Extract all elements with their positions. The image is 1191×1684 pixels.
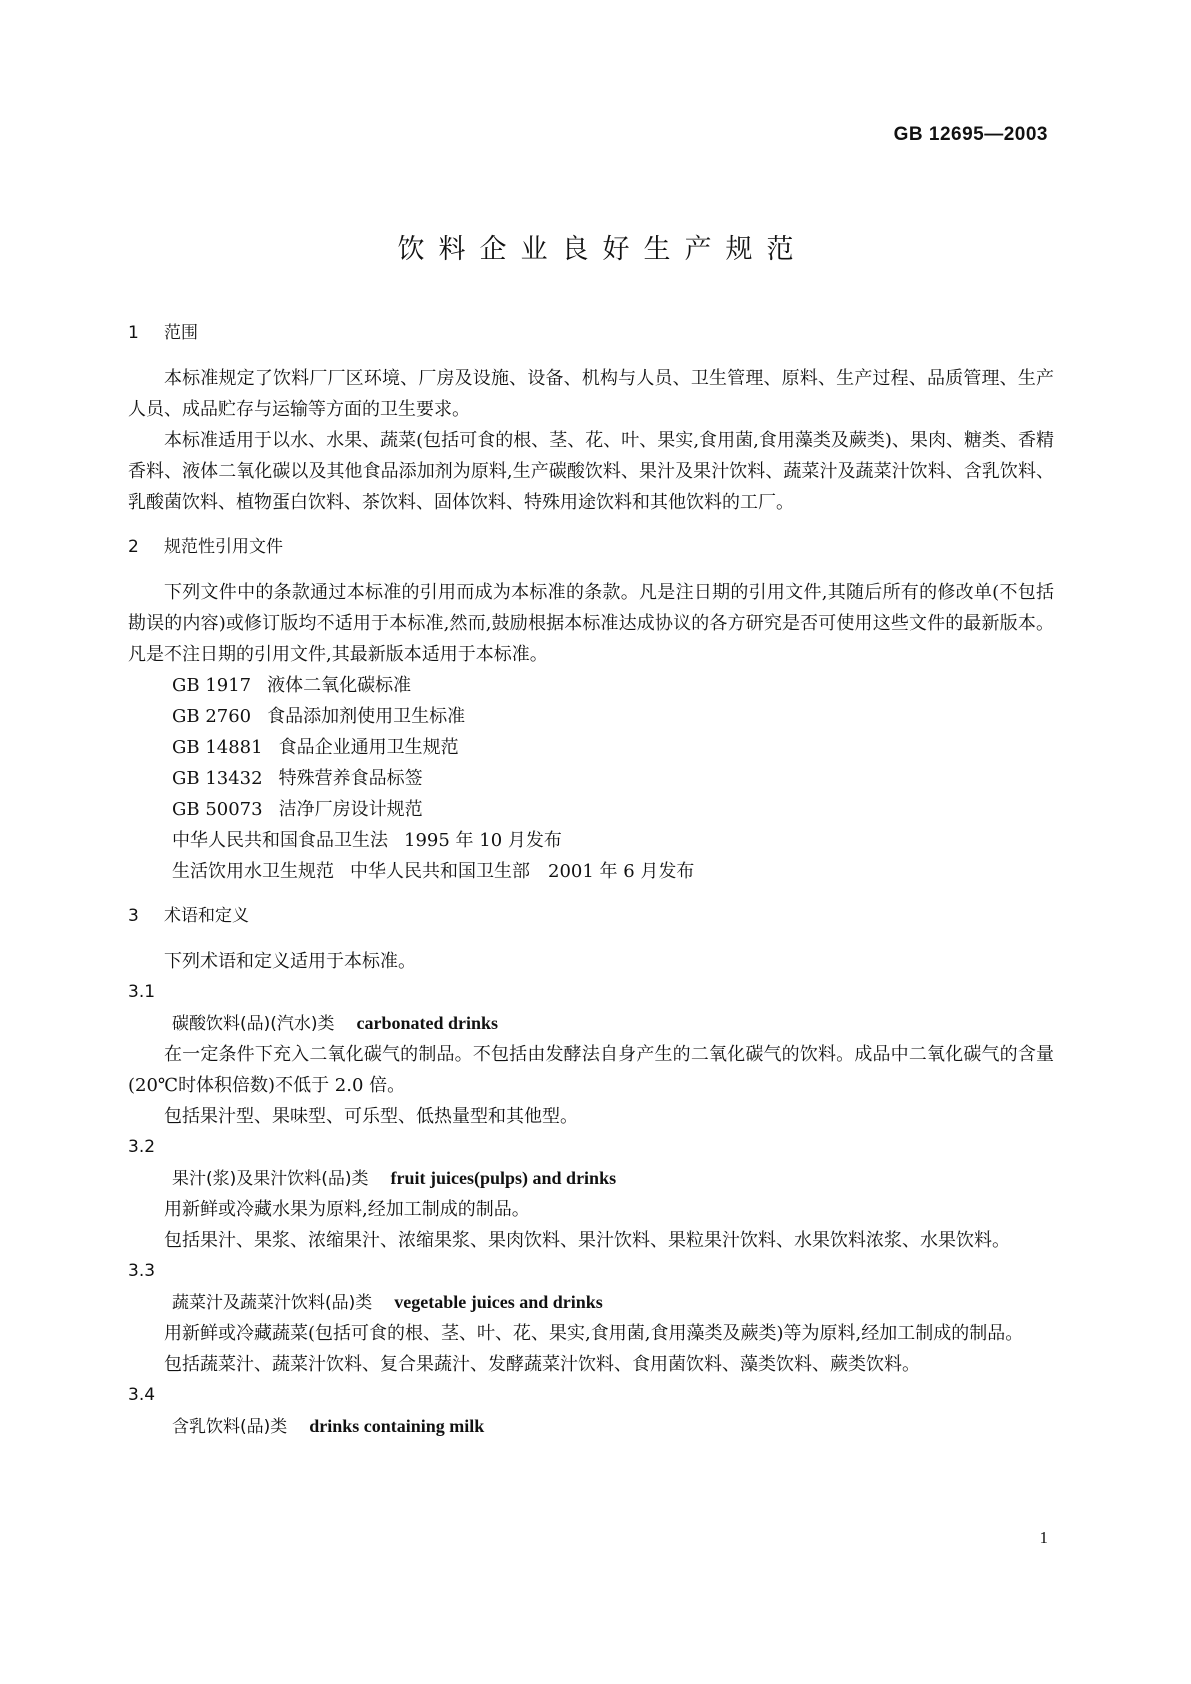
- term-heading: [128, 1008, 1054, 1039]
- section-number: 3: [128, 906, 139, 926]
- clause-number: 3.1: [128, 982, 156, 1002]
- reference-title: 洁净厂房设计规范: [278, 799, 423, 820]
- term-english: fruit juices(pulps) and drinks: [390, 1168, 617, 1188]
- reference-code: GB 50073: [172, 799, 263, 820]
- paragraph: 包括果汁、果浆、浓缩果汁、浓缩果浆、果肉饮料、果汁饮料、果粒果汁饮料、水果饮料浓浆、水果饮料。: [164, 1230, 1010, 1251]
- paragraph: 用新鲜或冷藏水果为原料,经加工制成的制品。: [164, 1199, 530, 1220]
- term-heading: [128, 1287, 1054, 1318]
- reference-code: GB 14881: [172, 737, 263, 758]
- clause-number: 3.2: [128, 1137, 156, 1157]
- reference-code: 生活饮用水卫生规范: [172, 861, 334, 882]
- section-title: 术语和定义: [164, 906, 249, 926]
- section-3-heading: [128, 901, 1054, 932]
- reference-item: [128, 856, 1054, 887]
- reference-title: 液体二氧化碳标准: [267, 675, 412, 696]
- section-1-heading: [128, 318, 1054, 349]
- reference-item: [128, 794, 1054, 825]
- paragraph: 在一定条件下充入二氧化碳气的制品。不包括由发酵法自身产生的二氧化碳气的饮料。成品中二氧化碳气的含量(20℃时体积倍数)不低于 2.0 倍。: [128, 1044, 1054, 1096]
- paragraph: 用新鲜或冷藏蔬菜(包括可食的根、茎、叶、花、果实,食用菌,食用藻类及蕨类)等为原料,经加工制成的制品。: [164, 1323, 1024, 1344]
- reference-code: GB 2760: [172, 706, 252, 727]
- term-chinese: 碳酸饮料(品)(汽水)类: [172, 1014, 335, 1034]
- reference-item: [128, 701, 1054, 732]
- term-chinese: 蔬菜汁及蔬菜汁饮料(品)类: [172, 1293, 373, 1313]
- term-english: vegetable juices and drinks: [394, 1292, 603, 1312]
- page-number: 1: [1039, 1528, 1048, 1547]
- paragraph: 下列文件中的条款通过本标准的引用而成为本标准的条款。凡是注日期的引用文件,其随后所有的修改单(不包括勘误的内容)或修订版均不适用于本标准,然而,鼓励根据本标准达成协议的各方研究是否可使用这些文件的最新版本。凡是不注日期的引用文件,其最新版本适用于本标准。: [128, 582, 1054, 665]
- reference-code: GB 1917: [172, 675, 252, 696]
- paragraph: 本标准规定了饮料厂厂区环境、厂房及设施、设备、机构与人员、卫生管理、原料、生产过程、品质管理、生产人员、成品贮存与运输等方面的卫生要求。: [128, 368, 1054, 420]
- reference-item: [128, 825, 1054, 856]
- reference-title: 中华人民共和国卫生部 2001 年 6 月发布: [350, 861, 695, 882]
- reference-code: GB 13432: [172, 768, 263, 789]
- section-2-heading: [128, 532, 1054, 563]
- document-title: 饮料企业良好生产规范: [397, 234, 808, 265]
- term-chinese: 果汁(浆)及果汁饮料(品)类: [172, 1169, 369, 1189]
- term-english: drinks containing milk: [309, 1416, 485, 1436]
- paragraph: 本标准适用于以水、水果、蔬菜(包括可食的根、茎、花、叶、果实,食用菌,食用藻类及蕨类)、果肉、糖类、香精香料、液体二氧化碳以及其他食品添加剂为原料,生产碳酸饮料、果汁及果汁饮料、蔬菜汁及蔬菜汁饮料、含乳饮料、乳酸菌饮料、植物蛋白饮料、茶饮料、固体饮料、特殊用途饮料和其他饮料的工厂。: [128, 430, 1054, 513]
- clause-number: 3.3: [128, 1261, 156, 1281]
- paragraph: 下列术语和定义适用于本标准。: [164, 951, 416, 972]
- section-number: 1: [128, 323, 139, 343]
- standard-number: GB 12695—2003: [893, 124, 1048, 145]
- term-chinese: 含乳饮料(品)类: [172, 1417, 288, 1437]
- reference-item: [128, 732, 1054, 763]
- section-number: 2: [128, 537, 139, 557]
- reference-title: 特殊营养食品标签: [278, 768, 423, 789]
- document-body: [128, 318, 1054, 1442]
- reference-title: 食品企业通用卫生规范: [278, 737, 459, 758]
- term-english: carbonated drinks: [356, 1013, 499, 1033]
- paragraph: 包括蔬菜汁、蔬菜汁饮料、复合果蔬汁、发酵蔬菜汁饮料、食用菌饮料、藻类饮料、蕨类饮料。: [164, 1354, 920, 1375]
- section-title: 规范性引用文件: [164, 537, 283, 557]
- term-heading: [128, 1411, 1054, 1442]
- term-heading: [128, 1163, 1054, 1194]
- section-title: 范围: [164, 323, 198, 343]
- reference-title: 1995 年 10 月发布: [404, 830, 562, 851]
- reference-item: [128, 763, 1054, 794]
- reference-code: 中华人民共和国食品卫生法: [172, 830, 388, 851]
- reference-title: 食品添加剂使用卫生标准: [267, 706, 466, 727]
- paragraph: 包括果汁型、果味型、可乐型、低热量型和其他型。: [164, 1106, 578, 1127]
- reference-item: [128, 670, 1054, 701]
- clause-number: 3.4: [128, 1385, 156, 1405]
